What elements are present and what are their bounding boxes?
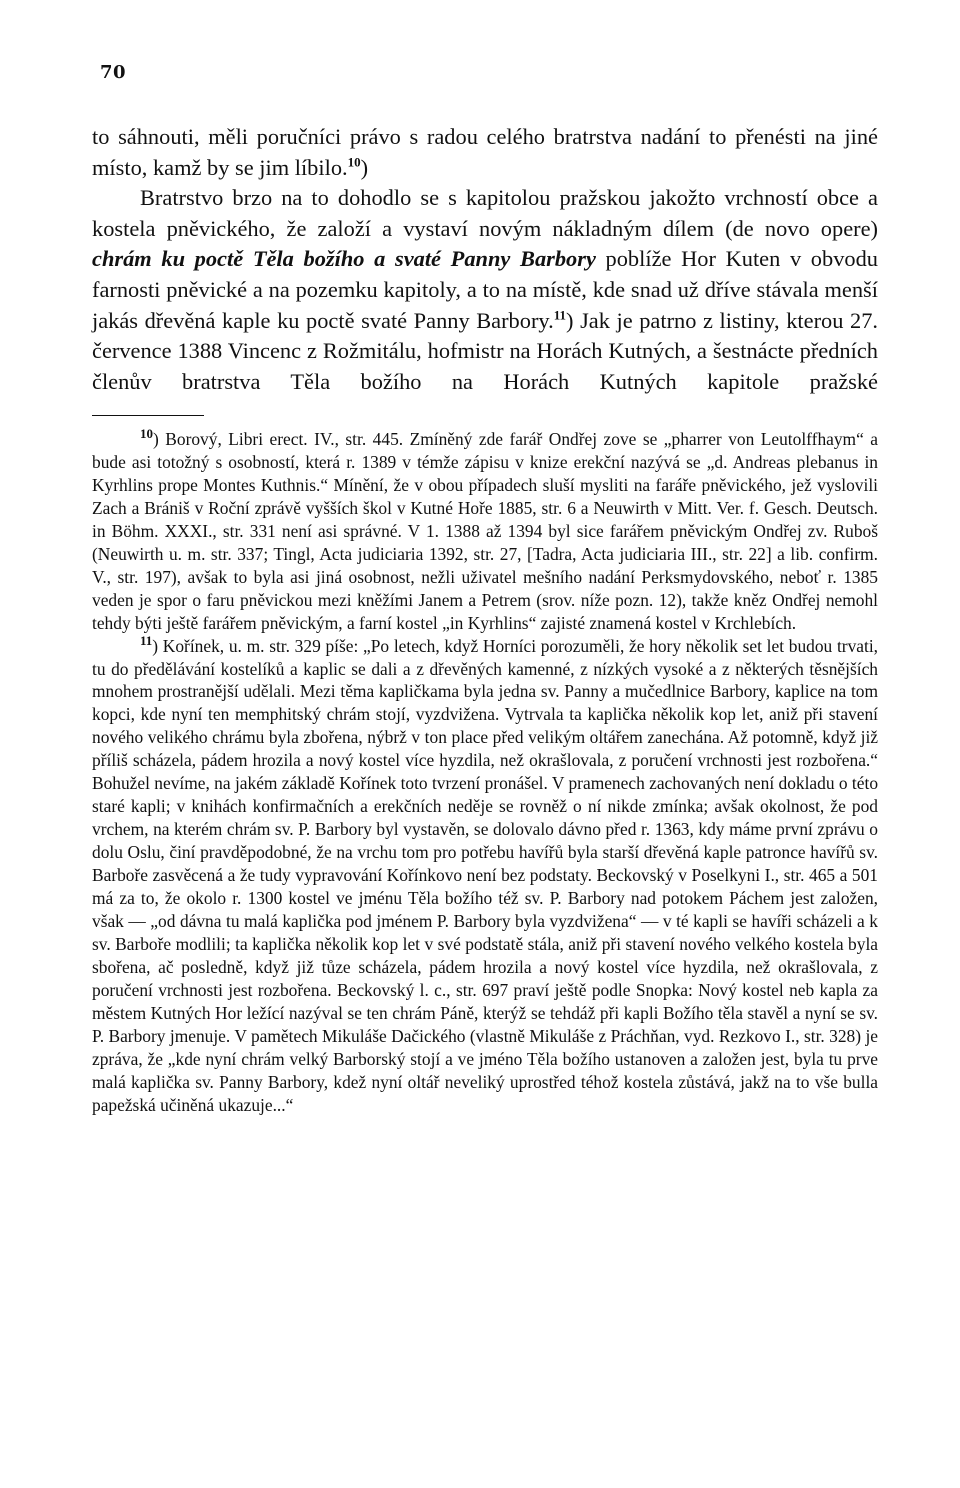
paragraph-2 — [92, 183, 878, 397]
footnote-11 — [92, 632, 879, 1117]
page-number: 70 — [100, 62, 127, 83]
footnote-11-marker: 11 — [140, 632, 153, 648]
paragraph-2-part-b: poblíže Hor Kuten v obvodu farnosti pněvické a na pozemku kapitoly, a to na místě, kde snad už dříve stávala menší jakás dřevěná kaple ku poctě svaté Panny Barbory. — [92, 246, 878, 333]
footnote-ref-11: 11 — [553, 307, 567, 323]
paragraph-2-part-a: Bratrstvo brzo na to dohodlo se s kapitolou pražskou jakožto vrchností obce a kostela pněvického, že založí a vystaví novým nákladným dílem (de novo opere) — [92, 185, 878, 241]
footnote-ref-10: 10 — [347, 154, 361, 170]
footnote-11-text: ) Kořínek, u. m. str. 329 píše: „Po letech, když Horníci porozuměli, že hory několik set let budou trvati, tu do předělávání kostelíků a kaplic se dali a z dřevěných kamenné, z nízkých vysoké a z některých těsnějších mnohem prostranější udělali. Mezi těma kapličkama byla jedna sv. Panny a mučedlnice Barbory, kaplice na tom kopci, kde nyní ten memphitský chrám stojí, vyzdvižena. Vytrvala ta kaplička několik kop let, aniž při stavení nového velikého chrámu byla zbořena, nýbrž v ton place před velikým oltářem zanechána. Až potomně, když již příliš scházela, pádem hrozila a nový kostel více hyzdila, než okrašlovala, z poručení vrchnosti jest rozbořena.“ Bohužel nevíme, na jakém základě Kořínek toto tvrzení pronášel. V pramenech zachovaných není dokladu o této staré kapli; v knihách konfirmačních a erekčních neděje se rovněž o ní nikde zmínka; avšak okolnost, že pod vrchem, na kterém chrám sv. P. Barbory byl vystavěn, se dolovalo dávno před r. 1363, kdy máme první zprávu o dolu Oslu, činí pravděpodobné, že na vrchu tom pro potřebu havířů byla starší dřevěná kaple patronce havířů sv. Barboře zasvěcená a že tudy vypravování Kořínkovo není bez podstaty. Beckovský v Poselkyni I., str. 465 a 501 má za to, že okolo r. 1300 kostel ve jménu Těla božího též sv. P. Barbory nad potokem Páchem jest založen, však — „od dávna tu malá kaplička pod jménem P. Barbory byla vyzdvižena“ — v té kapli se havíři scházeli a k sv. Barboře modlili; ta kaplička několik kop let v své podstatě stála, aniž při stavení nového velkého kostela byla sbořena, ač posledně, když již tůze scházela, pádem hrozila a nový kostel více hyzdila, než okrašlovala, z poručení vrchnosti jest rozbořena. Beckovský l. c., str. 697 praví ještě podle Snopka: Nový kostel neb kapla za městem Kutných Hor ležící nazýval se ten chrám Páně, kterýž se tehdáž při kapli Božího těla stavěl a nyní se sv. P. Barbory jmenuje. V pamětech Mikuláše Dačického (vlastně Mikuláše z Práchňan, vyd. Rezkovo I., str. 328) je zpráva, že „kde nyní chrám velký Barborský stojí a ve jméno Těla božího ustanoven a založen jest, byla tu prve malá kaplička sv. Panny Barbory, kdež nyní oltář neveliký uprostřed téhož kostela zůstává, jakž na to vše bulla papežská učiněná ukazuje...“ — [92, 635, 879, 1115]
footnote-10-marker: 10 — [140, 426, 153, 442]
church-name-italic: chrám ku poctě Těla božího a svaté Panny Barbory — [92, 246, 596, 272]
footnote-separator — [92, 415, 204, 416]
paragraph-1-end: ) — [360, 154, 369, 180]
paragraph-2-part-c: ) Jak je patrno z listiny, kterou 27. července 1388 Vincenc z Rožmitálu, hofmistr na Horách Kutných, a šestnácte předních členův bratrstva Těla božího na Horách Kutných kapitole pražské — [92, 307, 878, 394]
footnote-10 — [92, 428, 878, 635]
paragraph-1 — [92, 122, 878, 183]
main-text — [92, 122, 878, 397]
paragraph-1-text: to sáhnouti, měli poručníci právo s radou celého bratrstva nadání to přenésti na jiné místo, kamž by se jim líbilo. — [92, 124, 878, 180]
footnote-10-text: ) Borový, Libri erect. IV., str. 445. Zmíněný zde farář Ondřej zove se „pharrer von Leutolffhaym“ a bude asi totožný s osobností, která r. 1389 v témže zápisu v knize erekční nazývá se „d. Andreas plebanus in Kyrhlins prope Montes Kuthnis.“ Mínění, že v obou případech sluší mysliti na faráře pněvického, jež vyslovili Zach a Brániš v Roční zprávě vyšších škol v Kutné Hoře 1885, str. 6 a Neuwirth v Mitt. Ver. f. Gesch. Deutsch. in Böhm. XXXI., str. 331 není asi správné. V 1. 1388 až 1394 byl sice farářem pněvickým Ondřej zv. Ruboš (Neuwirth u. m. str. 337; Tingl, Acta judiciaria 1392, str. 27, [Tadra, Acta judiciaria III., str. 22] a lib. confirm. V., str. 197), avšak to byla asi jiná osobnost, nežli uživatel mešního nadání Perksmydovského, neboť r. 1385 veden je spor o faru pněvickou mezi kněžími Janem a Petrem (srov. níže pozn. 12), takže kněz Ondřej nemohl tehdy býti ještě farářem pněvickým, a farní kostel „in Kyrhlins“ zajisté znamená kostel v Krchlebích. — [92, 429, 878, 633]
footnotes — [92, 428, 878, 1117]
